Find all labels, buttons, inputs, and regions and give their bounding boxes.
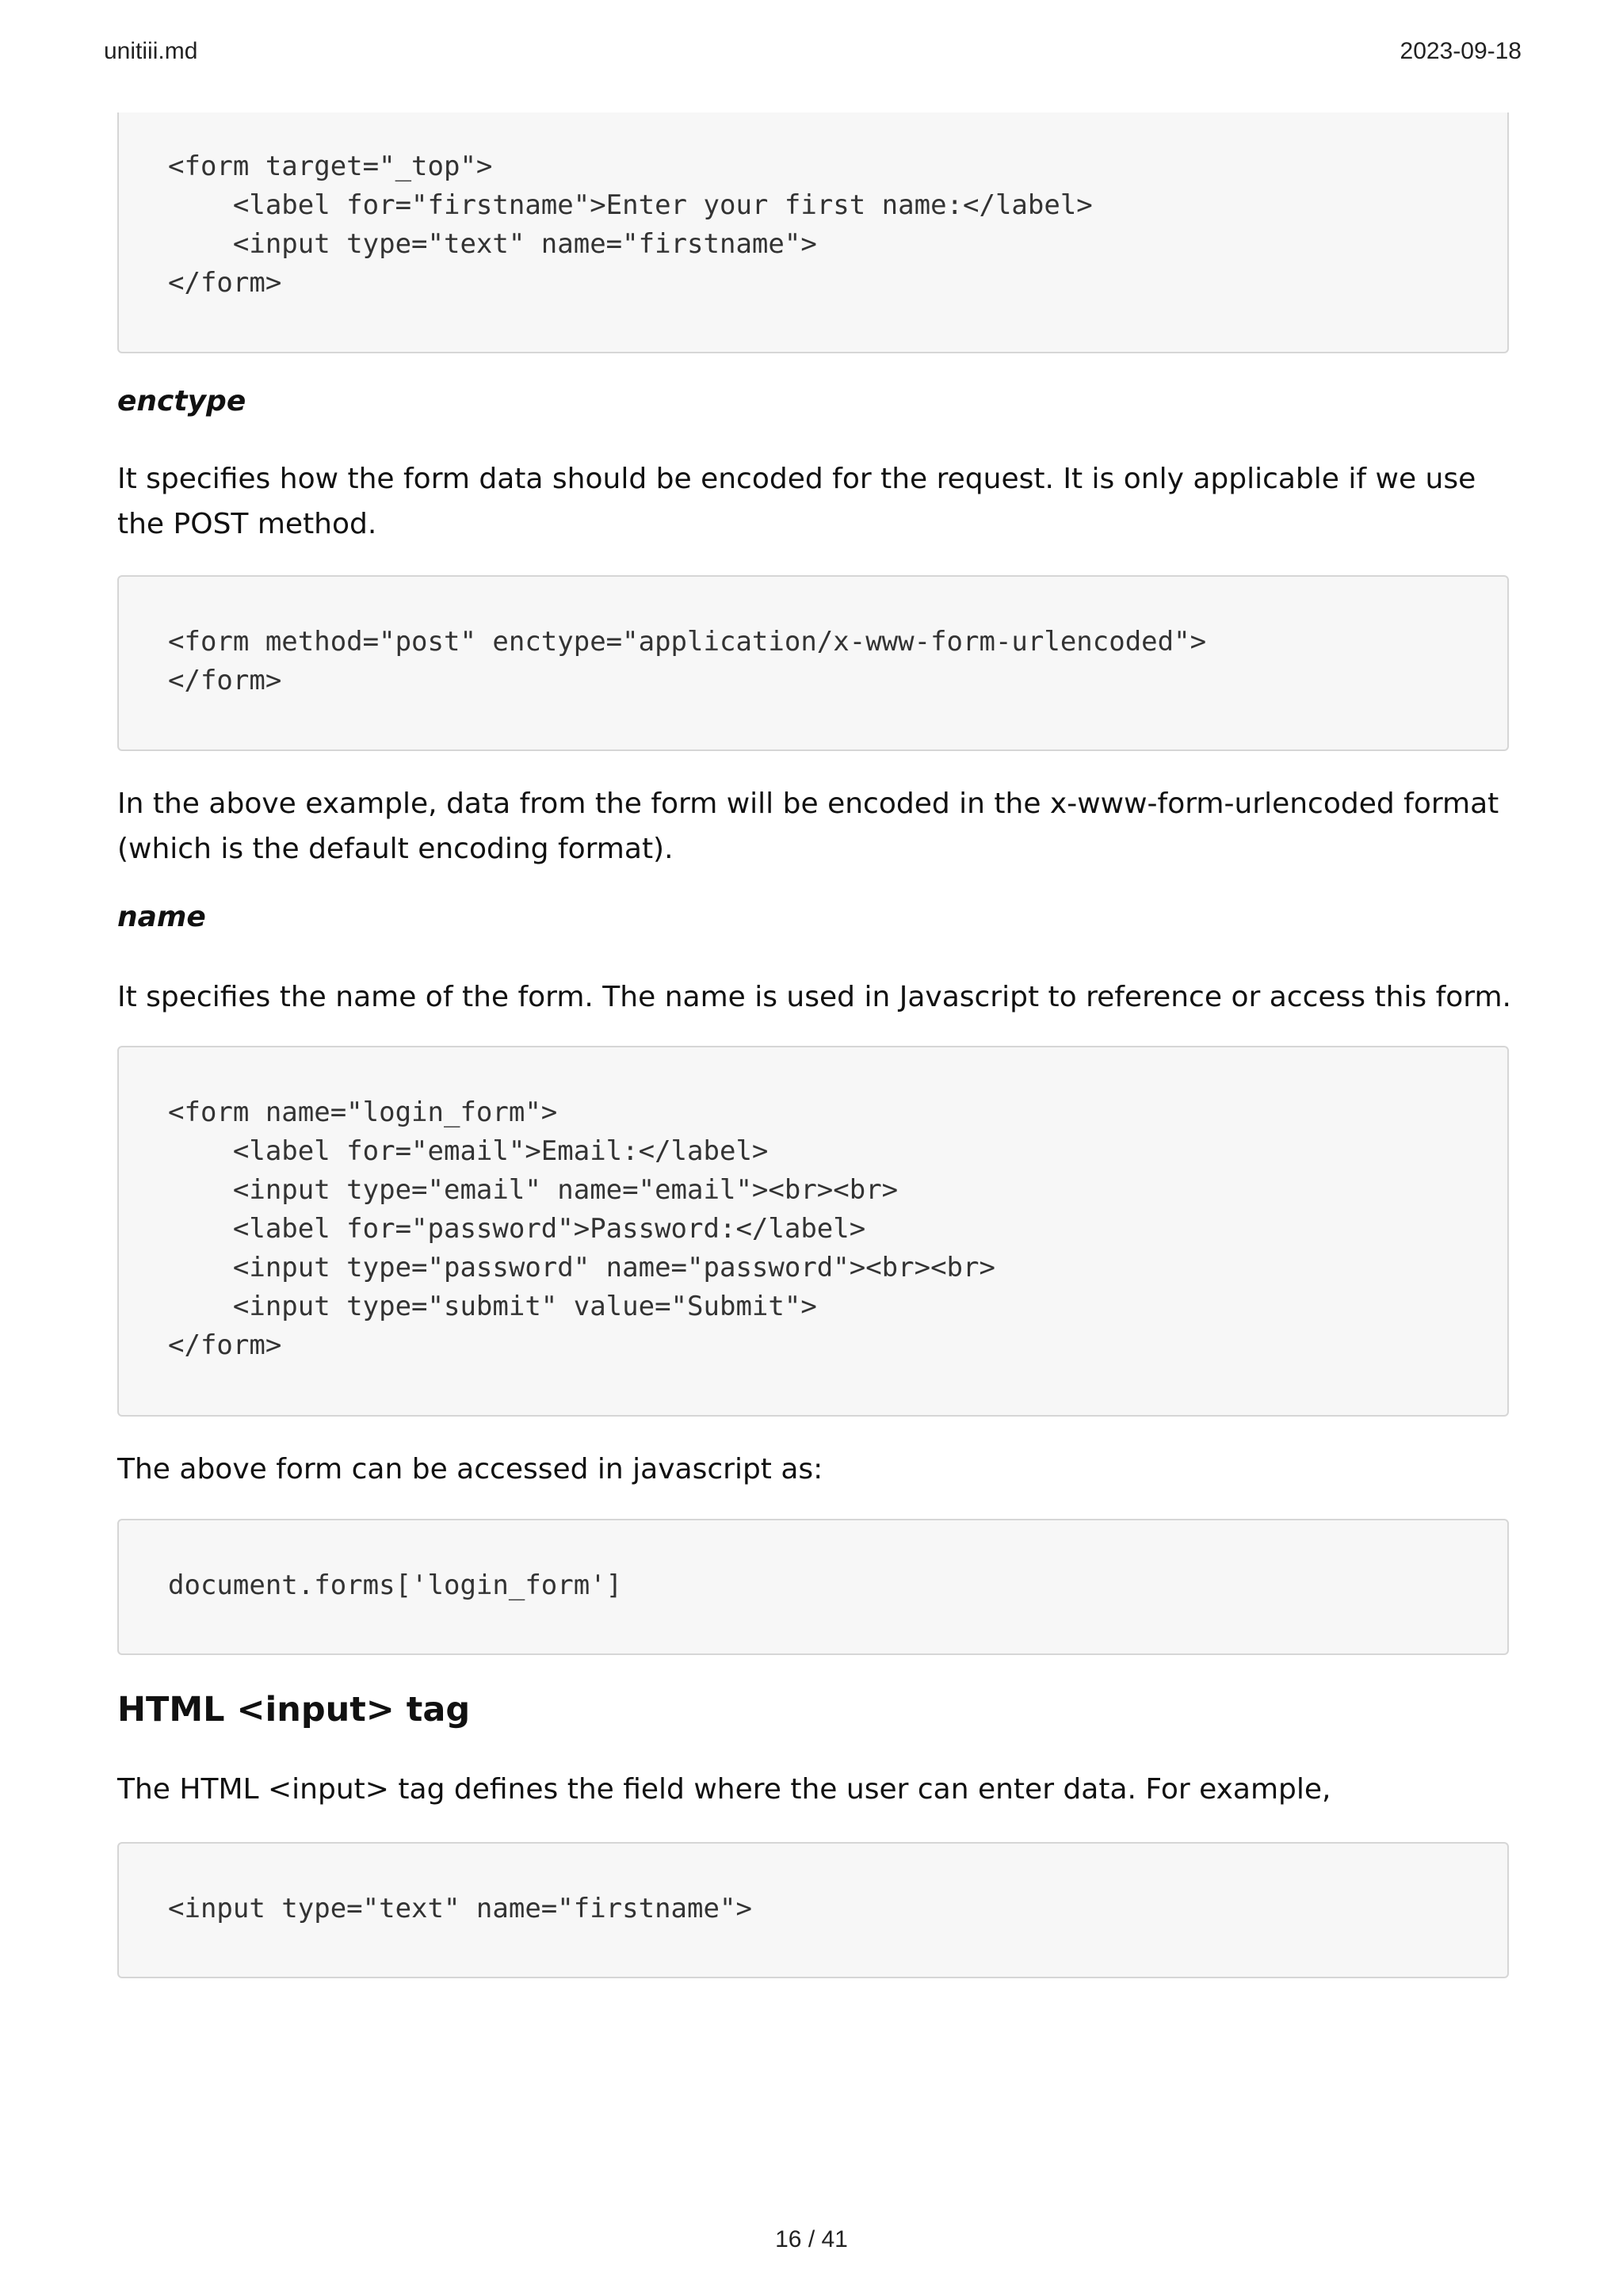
code-block-access	[117, 1519, 1509, 1655]
code-line: </form>	[168, 665, 282, 696]
code-line: <label for="email">Email:</label>	[168, 1135, 769, 1167]
enctype-note: In the above example, data from the form will be encoded in the x-www-form-urlencoded format (which is the default encoding format).	[117, 788, 1499, 865]
document-date: 2023-09-18	[1400, 38, 1522, 64]
code-line: <label for="password">Password:</label>	[168, 1213, 866, 1245]
attribute-heading-name: name	[117, 901, 206, 933]
code-line: <input type="email" name="email"><br><br>	[168, 1174, 899, 1206]
enctype-description: It specifies how the form data should be encoded for the request. It is only applicable if we use the POST method.	[117, 463, 1476, 540]
document-filename: unitiii.md	[104, 38, 198, 64]
code-line: <label for="firstname">Enter your first name:</label>	[168, 189, 1093, 221]
page-header	[104, 38, 1522, 73]
code-line: <input type="submit" value="Submit">	[168, 1291, 817, 1322]
code-line: <input type="text" name="firstname">	[168, 1893, 752, 1924]
code-block-name	[117, 1046, 1509, 1417]
code-line: </form>	[168, 267, 282, 299]
code-line: <input type="password" name="password"><br><br>	[168, 1252, 995, 1283]
code-line: document.forms['login_form']	[168, 1569, 623, 1601]
code-line: <form method="post" enctype="application/x-www-form-urlencoded">	[168, 626, 1207, 658]
code-line: </form>	[168, 1329, 282, 1361]
code-block-enctype	[117, 575, 1509, 751]
code-line: <input type="text" name="firstname">	[168, 228, 817, 260]
page-number: 16 / 41	[775, 2226, 848, 2252]
code-line: <form name="login_form">	[168, 1097, 558, 1128]
attribute-heading-enctype: enctype	[117, 385, 246, 418]
section-heading-input: HTML <input> tag	[117, 1690, 471, 1730]
code-block-input	[117, 1842, 1509, 1978]
access-description: The above form can be accessed in javascript as:	[117, 1453, 823, 1486]
code-line: <form target="_top">	[168, 151, 493, 182]
code-block-target	[117, 113, 1509, 353]
input-description: The HTML <input> tag defines the field where the user can enter data. For example,	[117, 1773, 1331, 1806]
name-description: It specifies the name of the form. The name is used in Javascript to reference or access this form.	[117, 981, 1511, 1013]
